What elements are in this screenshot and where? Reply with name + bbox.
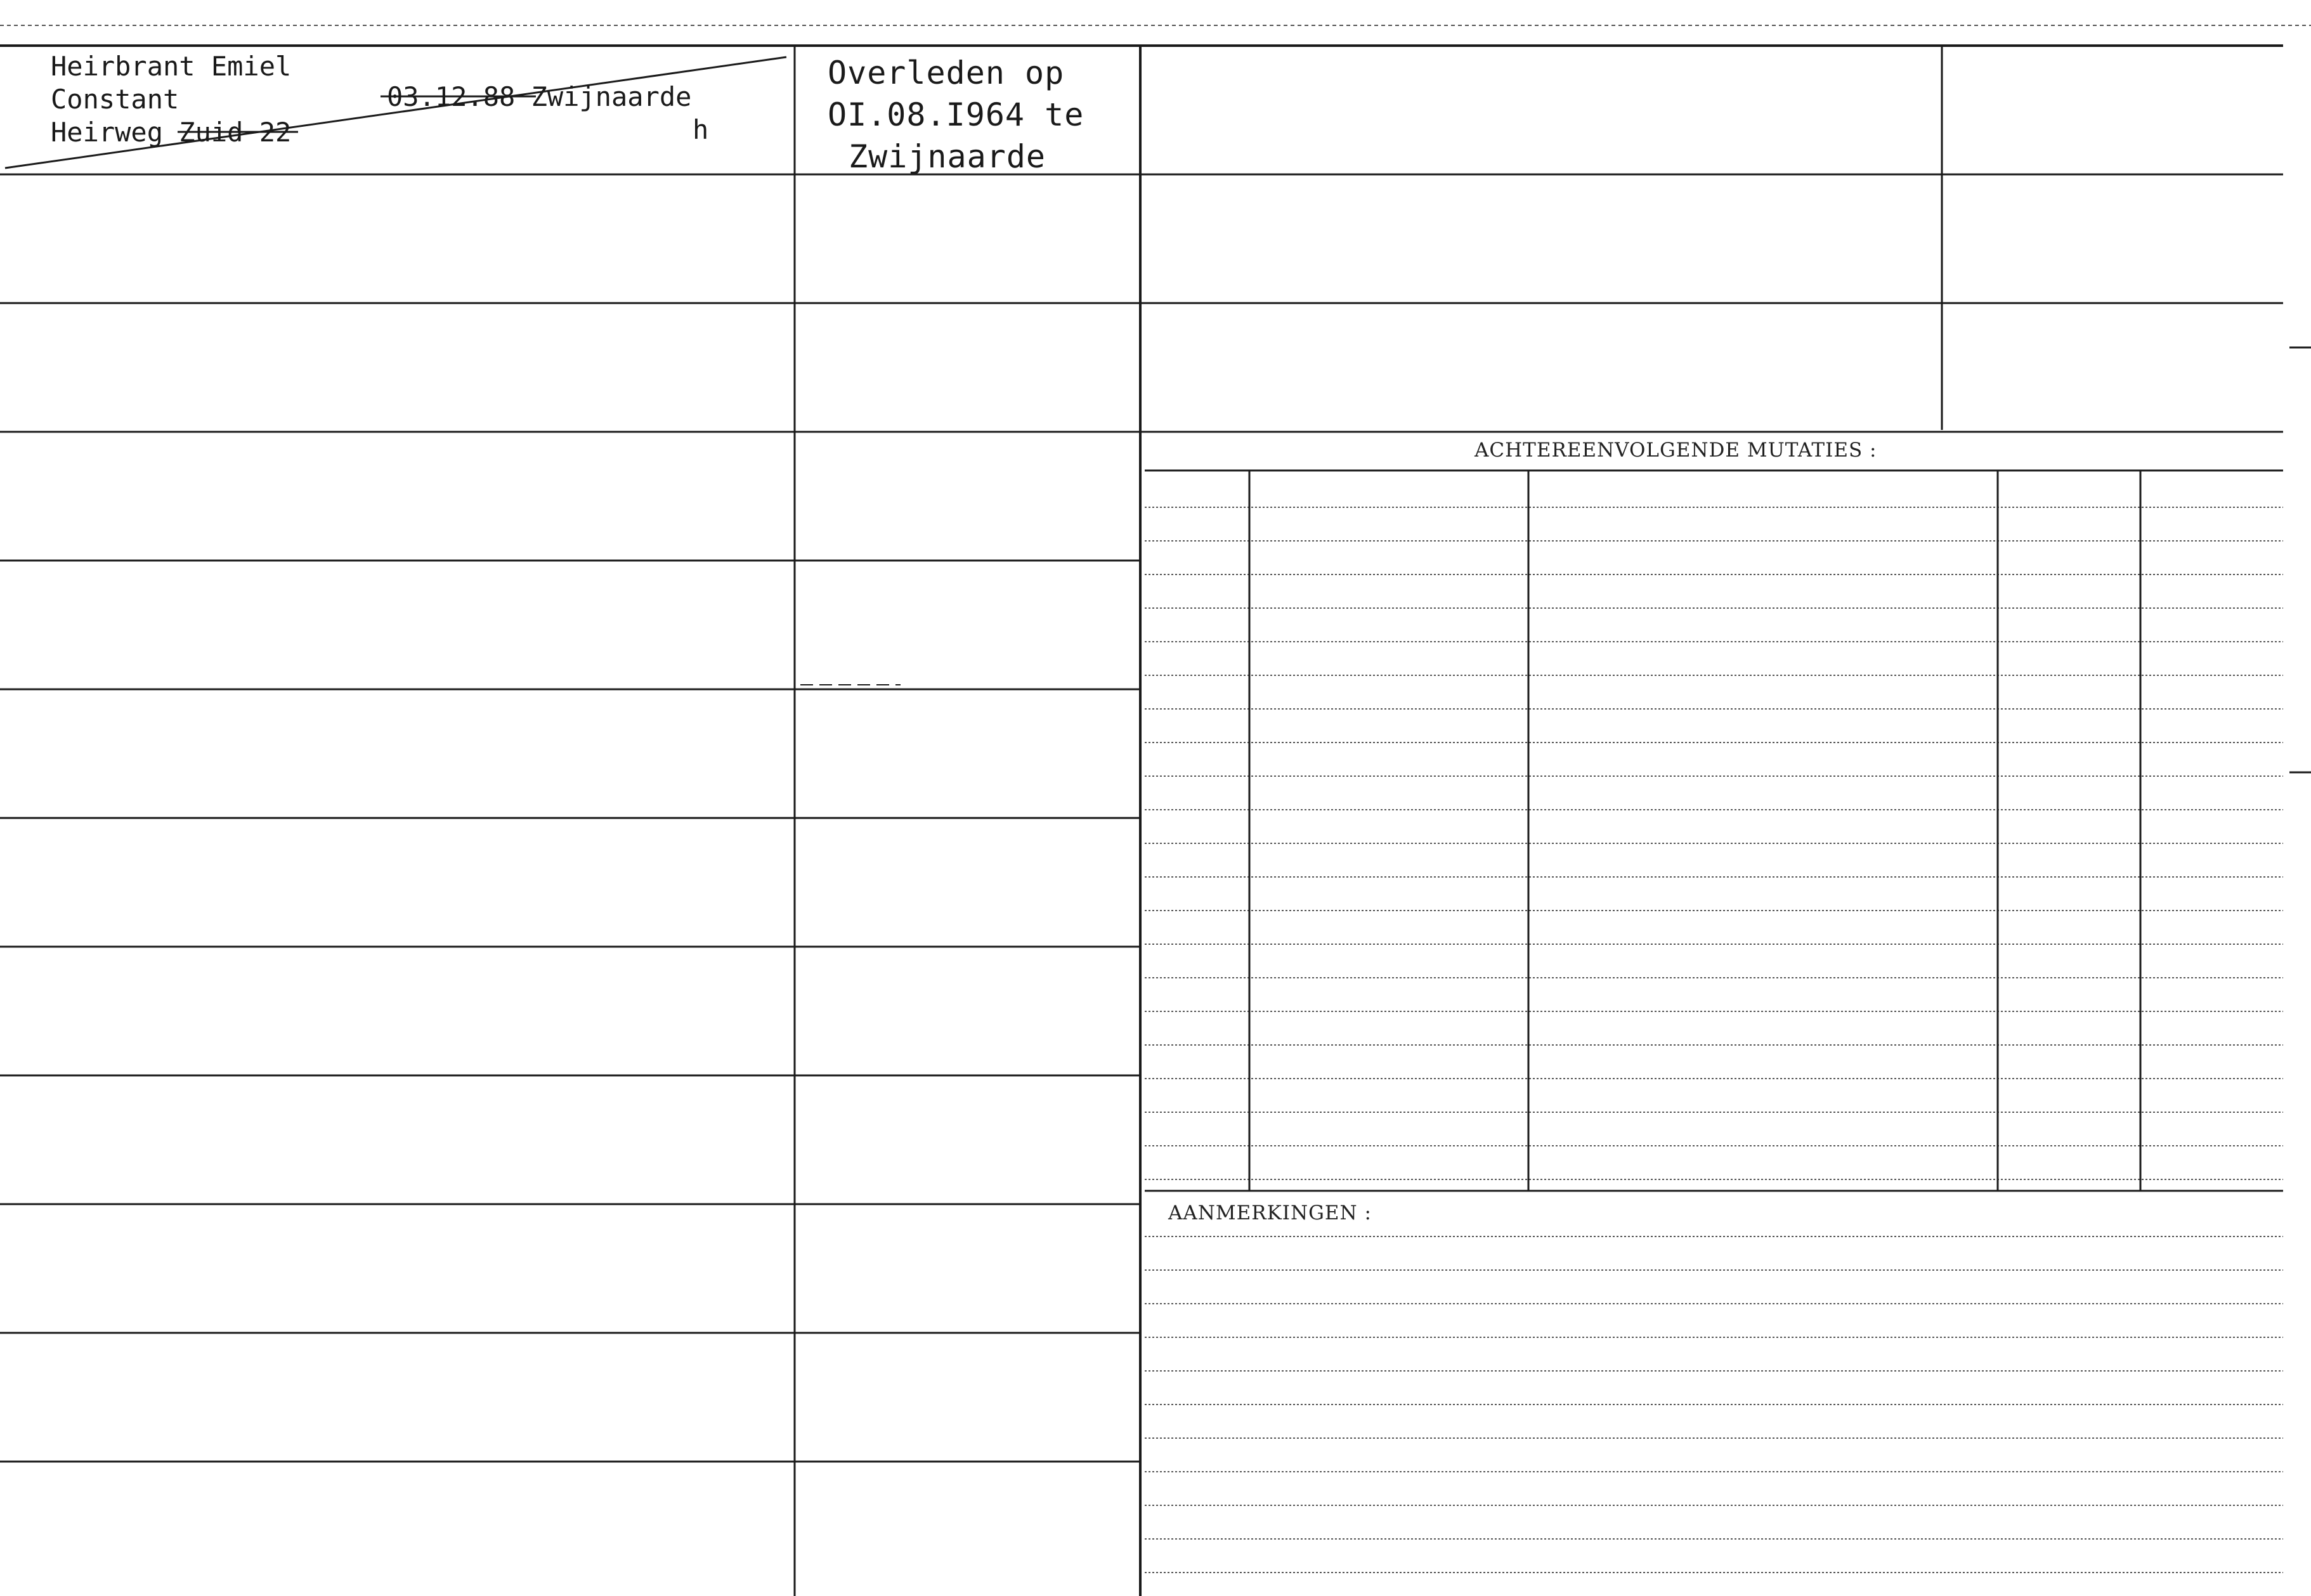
death-note-line3: Zwijnaarde [849,138,1046,175]
death-note-line1: Overleden op [828,55,1065,91]
death-note-line2: OI.08.I964 te [828,96,1084,133]
mutations-heading: ACHTEREENVOLGENDE MUTATIES : [1474,439,1877,462]
entry-address: Heirweg Zuid 22 [51,117,292,148]
remarks-heading: AANMERKINGEN : [1168,1202,1372,1224]
entry-sex: h [693,114,709,145]
entry-given-name: Constant [51,84,179,115]
entry-name: Heirbrant Emiel [51,51,292,82]
entry-birth-date-place: 03.12.88 Zwijnaarde [387,81,692,112]
